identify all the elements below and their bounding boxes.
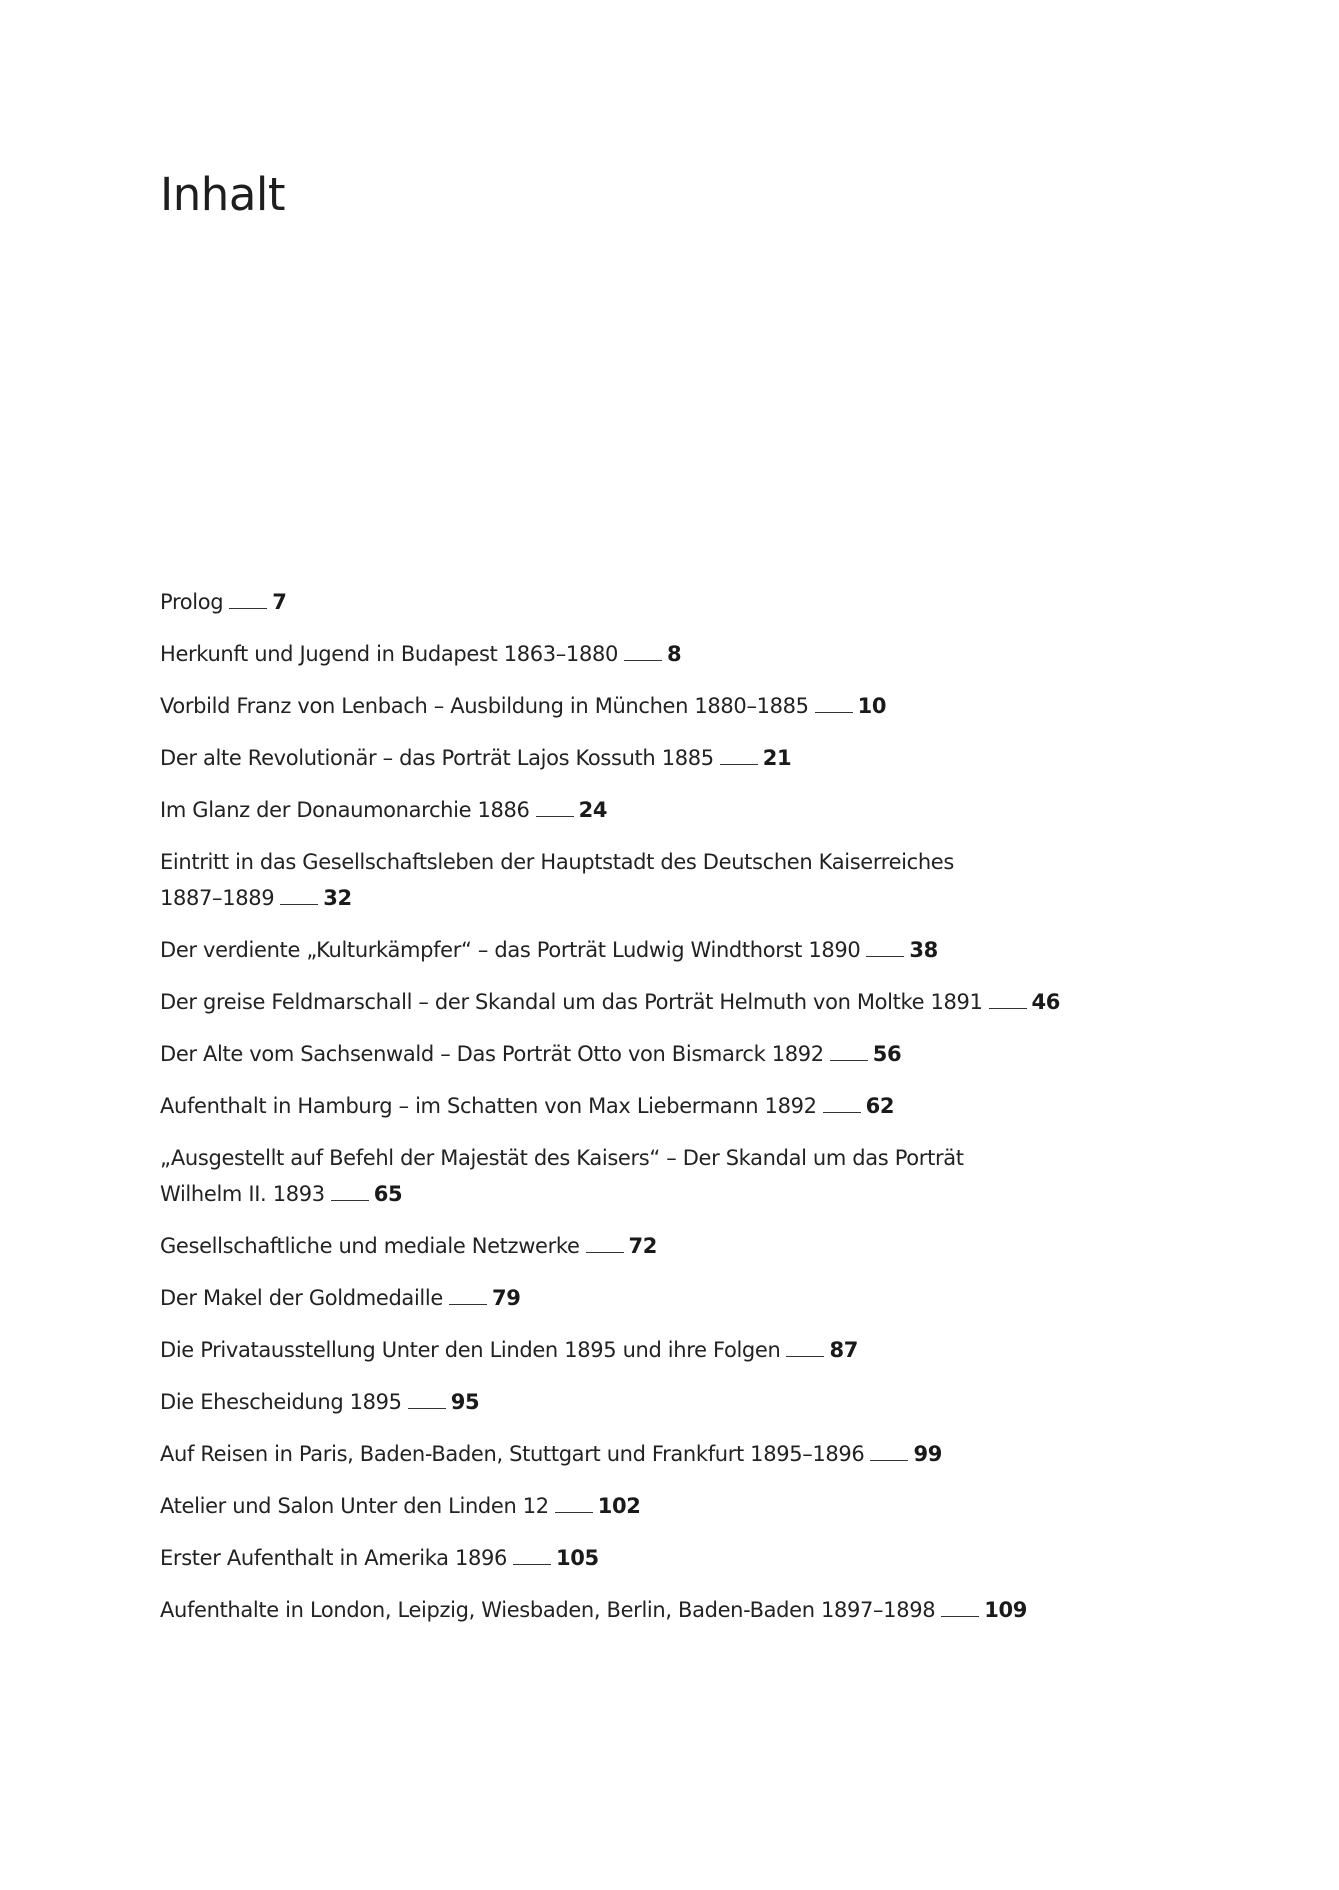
toc-entry-title: Aufenthalte in London, Leipzig, Wiesbaden, Berlin, Baden-Baden 1897–1898	[160, 1598, 936, 1622]
leader-line	[870, 1460, 908, 1461]
toc-entry-title: Der alte Revolutionär – das Porträt Lajos Kossuth 1885	[160, 746, 714, 770]
toc-entry[interactable]	[160, 636, 1160, 672]
toc-page-number: 8	[666, 642, 682, 666]
table-of-contents	[160, 584, 1160, 1644]
leader-line	[555, 1512, 593, 1513]
toc-entry[interactable]	[160, 1332, 1160, 1368]
leader-line	[624, 660, 662, 661]
toc-entry-title-line1: „Ausgestellt auf Befehl der Majestät des Kaisers“ – Der Skandal um das Porträt	[160, 1146, 964, 1170]
toc-entry-title-line1: Eintritt in das Gesellschaftsleben der Hauptstadt des Deutschen Kaiserreiches	[160, 850, 954, 874]
leader-line	[408, 1408, 446, 1409]
toc-page-number: 105	[556, 1546, 599, 1570]
toc-page-number: 21	[762, 746, 792, 770]
toc-entry[interactable]	[160, 1540, 1160, 1576]
leader-line	[331, 1200, 369, 1201]
toc-entry[interactable]	[160, 1488, 1160, 1524]
toc-entry[interactable]	[160, 1140, 1160, 1212]
toc-page-number: 109	[984, 1598, 1028, 1622]
toc-page-number: 38	[909, 938, 938, 962]
leader-line	[941, 1616, 979, 1617]
toc-entry-title: 1887–1889	[160, 886, 275, 910]
leader-line	[229, 608, 267, 609]
toc-entry-title: Prolog	[160, 590, 224, 614]
toc-entry-title: Die Ehescheidung 1895	[160, 1390, 402, 1414]
leader-line	[989, 1008, 1027, 1009]
toc-page-number: 56	[872, 1042, 902, 1066]
toc-entry[interactable]	[160, 932, 1160, 968]
toc-entry[interactable]	[160, 584, 1160, 620]
toc-entry-title: Auf Reisen in Paris, Baden-Baden, Stuttgart und Frankfurt 1895–1896	[160, 1442, 865, 1466]
toc-entry[interactable]	[160, 1280, 1160, 1316]
leader-line	[830, 1060, 868, 1061]
leader-line	[513, 1564, 551, 1565]
toc-entry[interactable]	[160, 688, 1160, 724]
leader-line	[280, 904, 318, 905]
toc-entry[interactable]	[160, 844, 1160, 916]
toc-entry[interactable]	[160, 1384, 1160, 1420]
leader-line	[866, 956, 904, 957]
toc-page-number: 99	[913, 1442, 942, 1466]
toc-entry[interactable]	[160, 1436, 1160, 1472]
toc-page-number: 10	[857, 694, 887, 718]
toc-entry-title: Atelier und Salon Unter den Linden 12	[160, 1494, 549, 1518]
page-title: Inhalt	[160, 168, 286, 221]
toc-entry-title: Der Alte vom Sachsenwald – Das Porträt Otto von Bismarck 1892	[160, 1042, 824, 1066]
leader-line	[815, 712, 853, 713]
toc-entry-title: Wilhelm II. 1893	[160, 1182, 325, 1206]
toc-page-number: 24	[578, 798, 608, 822]
toc-entry[interactable]	[160, 1228, 1160, 1264]
toc-entry-title: Herkunft und Jugend in Budapest 1863–1880	[160, 642, 618, 666]
leader-line	[586, 1252, 624, 1253]
toc-entry[interactable]	[160, 792, 1160, 828]
toc-page-number: 102	[597, 1494, 641, 1518]
leader-line	[823, 1112, 861, 1113]
toc-entry[interactable]	[160, 984, 1160, 1020]
toc-page-number: 79	[491, 1286, 521, 1310]
toc-entry-title: Der greise Feldmarschall – der Skandal um das Porträt Helmuth von Moltke 1891	[160, 990, 983, 1014]
toc-entry-title: Erster Aufenthalt in Amerika 1896	[160, 1546, 508, 1570]
toc-entry-title: Aufenthalt in Hamburg – im Schatten von Max Liebermann 1892	[160, 1094, 817, 1118]
leader-line	[720, 764, 758, 765]
toc-entry[interactable]	[160, 1036, 1160, 1072]
toc-entry[interactable]	[160, 740, 1160, 776]
toc-entry[interactable]	[160, 1088, 1160, 1124]
toc-entry-title: Der verdiente „Kulturkämpfer“ – das Porträt Ludwig Windthorst 1890	[160, 938, 861, 962]
toc-page-number: 65	[373, 1182, 403, 1206]
toc-entry-title: Die Privatausstellung Unter den Linden 1895 und ihre Folgen	[160, 1338, 781, 1362]
toc-entry-title: Der Makel der Goldmedaille	[160, 1286, 443, 1310]
toc-page-number: 95	[450, 1390, 480, 1414]
toc-entry[interactable]	[160, 1592, 1160, 1628]
leader-line	[536, 816, 574, 817]
toc-page-number: 32	[323, 886, 352, 910]
toc-entry-title: Gesellschaftliche und mediale Netzwerke	[160, 1234, 580, 1258]
toc-page-number: 72	[628, 1234, 658, 1258]
toc-entry-title: Vorbild Franz von Lenbach – Ausbildung in München 1880–1885	[160, 694, 809, 718]
toc-page-number: 62	[865, 1094, 895, 1118]
toc-page-number: 7	[272, 590, 287, 614]
leader-line	[449, 1304, 487, 1305]
leader-line	[786, 1356, 824, 1357]
toc-page-number: 46	[1031, 990, 1061, 1014]
toc-entry-title: Im Glanz der Donaumonarchie 1886	[160, 798, 530, 822]
toc-page-number: 87	[829, 1338, 858, 1362]
